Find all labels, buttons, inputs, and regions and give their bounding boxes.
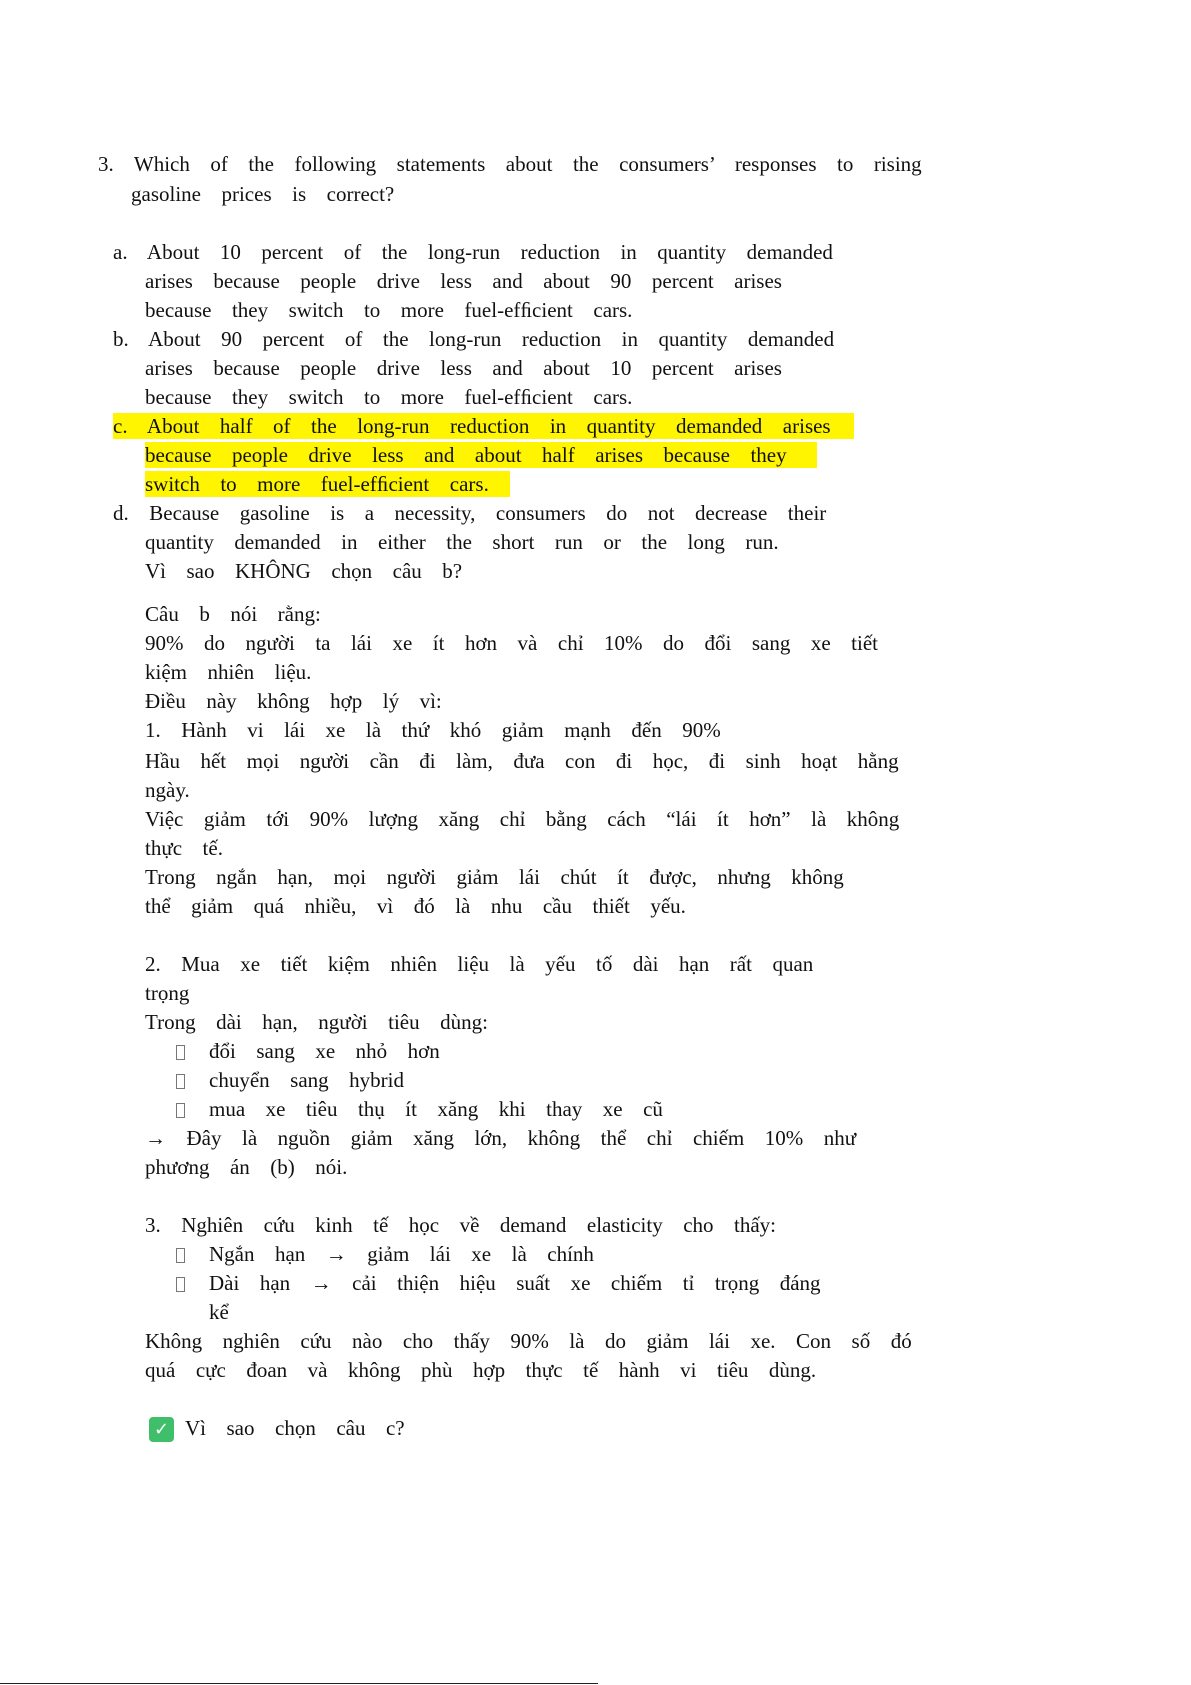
option-d-line-1: d. Because gasoline is a necessity, consumers do not decrease their bbox=[113, 501, 827, 525]
reason-1-line: Việc giảm tới 90% lượng xăng chỉ bằng cách “lái ít hơn” là không bbox=[145, 807, 900, 831]
why-not-b-heading: Vì sao KHÔNG chọn câu b? bbox=[145, 559, 463, 583]
unreasonable-label: Điều này không hợp lý vì: bbox=[145, 689, 442, 713]
reason-3-bullet-continued: kể bbox=[209, 1300, 229, 1324]
page-bottom-rule bbox=[0, 1683, 598, 1684]
bullet-icon bbox=[176, 1045, 185, 1060]
option-a-line-2: arises because people drive less and about 90 percent arises bbox=[145, 269, 782, 293]
question-line-2: gasoline prices is correct? bbox=[131, 182, 395, 206]
reason-1-line: Hầu hết mọi người cần đi làm, đưa con đi học, đi sinh hoạt hằng bbox=[145, 749, 899, 773]
bullet-icon bbox=[176, 1248, 185, 1263]
reason-2-conclusion-line-1: → Đây là nguồn giảm xăng lớn, không thể chỉ chiếm 10% như bbox=[145, 1126, 857, 1150]
option-b-line-2: arises because people drive less and about 10 percent arises bbox=[145, 356, 782, 380]
b-says-label: Câu b nói rằng: bbox=[145, 602, 321, 626]
b-claim-line-1: 90% do người ta lái xe ít hơn và chỉ 10% do đổi sang xe tiết bbox=[145, 631, 878, 655]
option-b-line-3: because they switch to more fuel-efﬁcient cars. bbox=[145, 385, 633, 409]
option-c-line-2: because people drive less and about half arises because they bbox=[145, 442, 817, 468]
why-c-heading: Vì sao chọn câu c? bbox=[185, 1416, 405, 1440]
option-a-line-1: a. About 10 percent of the long-run reduction in quantity demanded bbox=[113, 240, 833, 264]
bullet-icon bbox=[176, 1103, 185, 1118]
reason-1-line: thực tế. bbox=[145, 836, 223, 860]
reason-3-conclusion-line-1: Không nghiên cứu nào cho thấy 90% là do giảm lái xe. Con số đó bbox=[145, 1329, 912, 1353]
reason-2-bullet: chuyển sang hybrid bbox=[209, 1068, 404, 1092]
option-c-line-3: switch to more fuel-efﬁcient cars. bbox=[145, 471, 510, 497]
reason-1-line: thể giảm quá nhiều, vì đó là nhu cầu thiết yếu. bbox=[145, 894, 686, 918]
b-claim-line-2: kiệm nhiên liệu. bbox=[145, 660, 312, 684]
reason-1-line: Trong ngắn hạn, mọi người giảm lái chút ít được, nhưng không bbox=[145, 865, 844, 889]
reason-1-line: ngày. bbox=[145, 778, 190, 802]
reason-3-bullet: Ngắn hạn → giảm lái xe là chính bbox=[209, 1242, 594, 1266]
check-mark-button-icon: ✓ bbox=[149, 1417, 174, 1442]
question-line-1: 3. Which of the following statements about the consumers’ responses to rising bbox=[98, 152, 922, 176]
reason-3-conclusion-line-2: quá cực đoan và không phù hợp thực tế hành vi tiêu dùng. bbox=[145, 1358, 817, 1382]
reason-2-bullet: mua xe tiêu thụ ít xăng khi thay xe cũ bbox=[209, 1097, 663, 1121]
option-c-line-1: c. About half of the long-run reduction in quantity demanded arises bbox=[113, 413, 854, 439]
option-d-line-2: quantity demanded in either the short run or the long run. bbox=[145, 530, 779, 554]
bullet-icon bbox=[176, 1074, 185, 1089]
reason-2-intro: Trong dài hạn, người tiêu dùng: bbox=[145, 1010, 488, 1034]
option-b-line-1: b. About 90 percent of the long-run reduction in quantity demanded bbox=[113, 327, 835, 351]
reason-2-title-line-2: trọng bbox=[145, 981, 190, 1005]
reason-3-title: 3. Nghiên cứu kinh tế học về demand elasticity cho thấy: bbox=[145, 1213, 776, 1237]
bullet-icon bbox=[176, 1277, 185, 1292]
reason-2-title-line-1: 2. Mua xe tiết kiệm nhiên liệu là yếu tố dài hạn rất quan bbox=[145, 952, 814, 976]
reason-3-bullet: Dài hạn → cải thiện hiệu suất xe chiếm tỉ trọng đáng bbox=[209, 1271, 821, 1295]
option-a-line-3: because they switch to more fuel-efﬁcient cars. bbox=[145, 298, 633, 322]
reason-2-conclusion-line-2: phương án (b) nói. bbox=[145, 1155, 348, 1179]
reason-1-title: 1. Hành vi lái xe là thứ khó giảm mạnh đến 90% bbox=[145, 718, 721, 742]
reason-2-bullet: đổi sang xe nhỏ hơn bbox=[209, 1039, 440, 1063]
